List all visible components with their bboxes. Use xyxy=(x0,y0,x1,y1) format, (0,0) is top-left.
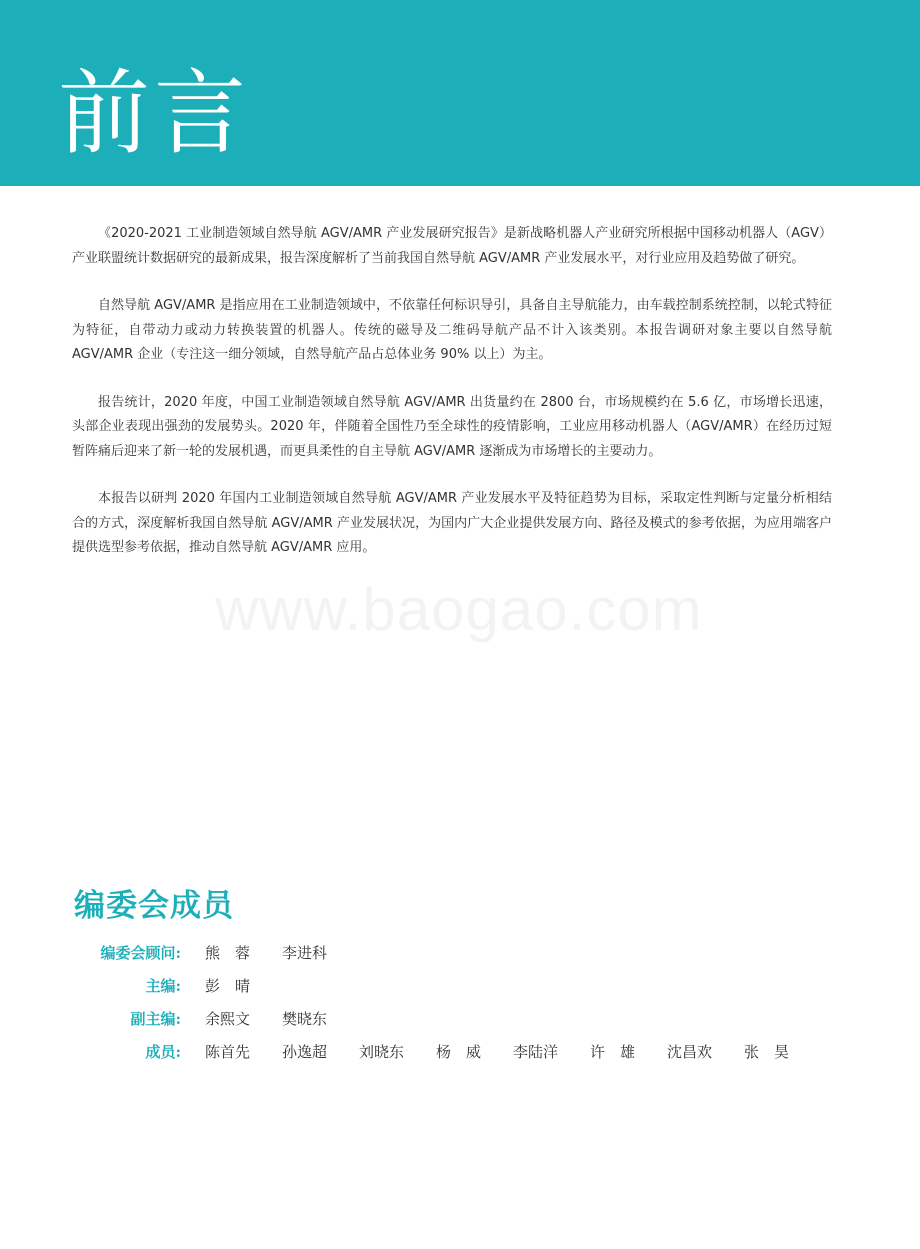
member-label: 编委会顾问: xyxy=(100,944,181,962)
member-name: 许 雄 xyxy=(590,1043,636,1061)
member-name: 余熙文 xyxy=(205,1010,251,1028)
preface-paragraph-1: 《2020-2021 工业制造领域自然导航 AGV/AMR 产业发展研究报告》是新战略机器人产业研究所根据中国移动机器人（AGV）产业联盟统计数据研究的最新成果，报告深度解析了当前我国自然导航 AGV/AMR 产业发展水平，对行业应用及趋势做了研究。 xyxy=(72,226,832,266)
member-name: 李陆洋 xyxy=(513,1043,559,1061)
member-label: 主编: xyxy=(145,977,181,995)
member-label: 成员: xyxy=(145,1043,181,1061)
member-name: 沈昌欢 xyxy=(667,1043,713,1061)
member-row-chief-editor xyxy=(60,969,860,1002)
preface-body xyxy=(72,222,832,584)
member-names xyxy=(205,1041,821,1062)
member-name: 刘晓东 xyxy=(359,1043,405,1061)
committee-heading: 编委会成员 xyxy=(74,888,234,924)
member-name: 孙逸超 xyxy=(282,1043,328,1061)
member-names xyxy=(205,1008,359,1029)
member-name: 彭 晴 xyxy=(205,977,251,995)
watermark xyxy=(215,575,703,644)
member-name: 陈首先 xyxy=(205,1043,251,1061)
member-name: 李进科 xyxy=(282,944,328,962)
member-name: 杨 威 xyxy=(436,1043,482,1061)
preface-paragraph-3: 报告统计，2020 年度，中国工业制造领域自然导航 AGV/AMR 出货量约在 2800 台，市场规模约在 5.6 亿，市场增长迅速，头部企业表现出强劲的发展势头。2020 年，伴随着全国性乃至全球性的疫情影响，工业应用移动机器人（AGV/AMR）在经历过短暂阵痛后迎来了新一轮的发展机遇，而更具柔性的自主导航 AGV/AMR 逐渐成为市场增长的主要动力。 xyxy=(72,394,832,459)
member-names xyxy=(205,975,282,996)
preface-paragraph-2: 自然导航 AGV/AMR 是指应用在工业制造领域中，不依靠任何标识导引，具备自主导航能力，由车载控制系统控制，以轮式特征为特征，自带动力或动力转换装置的机器人。传统的磁导及二维码导航产品不计入该类别。本报告调研对象主要以自然导航 AGV/AMR 企业（专注这一细分领域，自然导航产品占总体业务 90% 以上）为主。 xyxy=(72,298,832,362)
member-row-members xyxy=(60,1035,860,1068)
preface-paragraph-4: 本报告以研判 2020 年国内工业制造领域自然导航 AGV/AMR 产业发展水平及特征趋势为目标，采取定性判断与定量分析相结合的方式，深度解析我国自然导航 AGV/AMR 产业发展状况，为国内广大企业提供发展方向、路径及模式的参考依据，为应用端客户提供选型参考依据，推动自然导航 AGV/AMR 应用。 xyxy=(72,491,832,555)
header-banner xyxy=(0,0,920,186)
member-name: 樊晓东 xyxy=(282,1010,328,1028)
member-label: 副主编: xyxy=(130,1010,181,1028)
member-row-advisors xyxy=(60,936,860,969)
member-name: 熊 蓉 xyxy=(205,944,251,962)
page-title: 前言 xyxy=(58,60,251,167)
member-row-deputy-editors xyxy=(60,1002,860,1035)
committee-members xyxy=(60,936,860,1068)
member-name: 张 昊 xyxy=(744,1043,790,1061)
member-names xyxy=(205,942,359,963)
